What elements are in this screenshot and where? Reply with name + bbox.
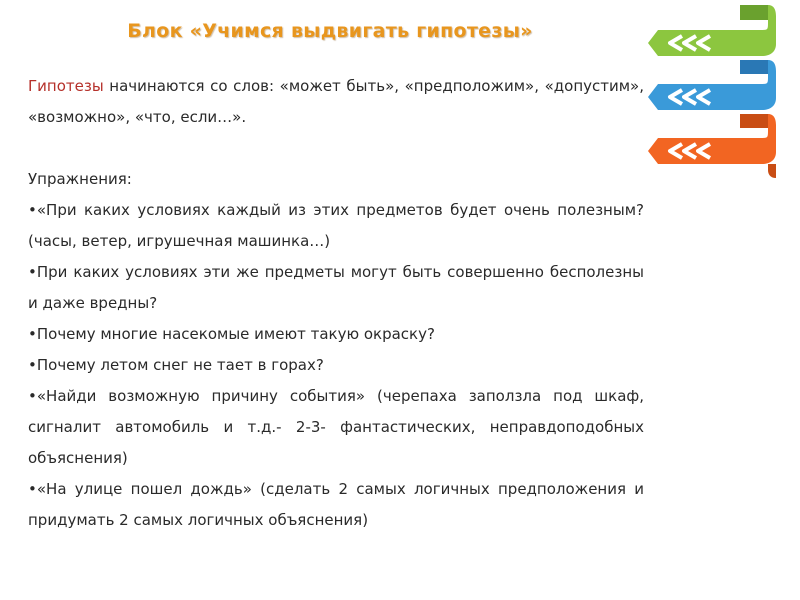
intro-paragraph (28, 71, 644, 133)
green-ribbon-icon (648, 5, 776, 56)
blue-ribbon-icon (648, 60, 776, 110)
exercises-label: Упражнения: (28, 170, 132, 188)
decorative-ribbons (640, 0, 800, 190)
intro-term: Гипотезы (28, 77, 104, 95)
list-item: • Почему летом снег не тает в горах? (28, 350, 644, 381)
page-title: Блок «Учимся выдвигать гипотезы» (127, 20, 533, 42)
exercise-list (28, 195, 644, 536)
orange-ribbon-icon (648, 114, 776, 178)
intro-text: начинаются со слов: «может быть», «предположим», «допустим», «возможно», «что, если…». (28, 77, 644, 126)
list-item: • Почему многие насекомые имеют такую окраску? (28, 319, 644, 350)
main-content (28, 71, 644, 536)
list-item: • «На улице пошел дождь» (сделать 2 самых логичных предположения и придумать 2 самых логичных объяснения) (28, 474, 644, 536)
list-item: • «Найди возможную причину события» (черепаха заползла под шкаф, сигналит автомобиль и т.д.- 2-3- фантастических, неправдоподобных объяснения) (28, 381, 644, 474)
list-item: • «При каких условиях каждый из этих предметов будет очень полезным? (часы, ветер, игрушечная машинка…) (28, 195, 644, 257)
list-item: • При каких условиях эти же предметы могут быть совершенно бесполезны и даже вредны? (28, 257, 644, 319)
spacer (28, 133, 644, 164)
